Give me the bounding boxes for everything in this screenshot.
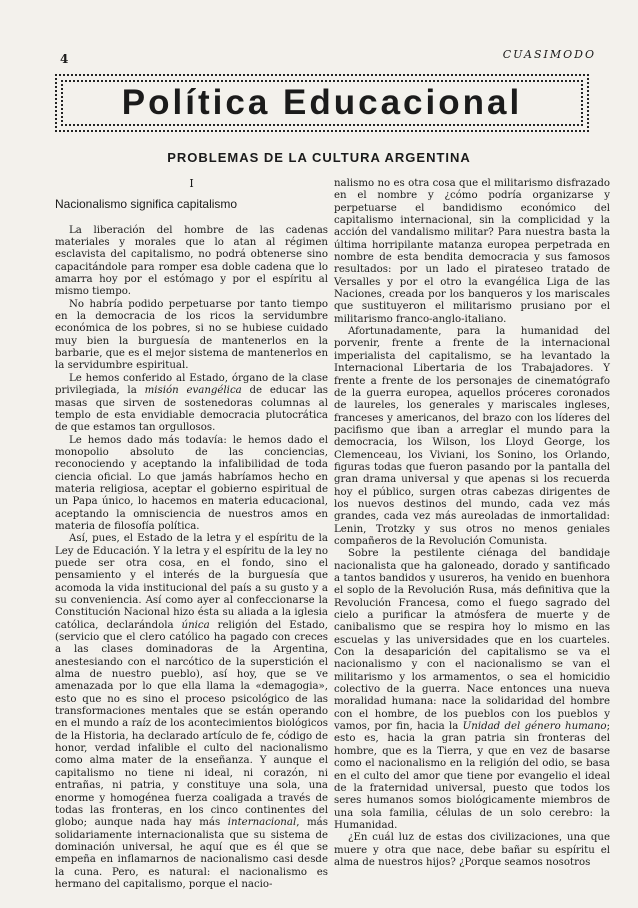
text-span: Sobre la pestilente ciénaga del bandidaje nacionalista que ha galoneado, dorado y santificado a tantos bandidos y usureros, ha venido en buenhora el soplo de la Revolución Rusa, más definitiva que la Revolución Francesa, como el fuego sagrado del cielo a purificar la atmósfera de muerte y de canibalismo que se respira hoy lo mismo en las escuelas y las universidades que en los cuarteles. Con la desaparición del capitalismo se va el nacionalismo y con el nacionalismo se van el militarismo y los armamentos, o sea el homicidio colectivo de la guerra. Nace entonces una nueva moralidad humana: nace la solidaridad del hombre con el hombre, de los pueblos con los pueblos y vamos, por fin, hacia la — [334, 548, 610, 733]
title-frame — [55, 74, 589, 132]
paragraph: Afortunadamente, para la humanidad del porvenir, frente a frente de la internacional imperialista del capitalismo, se ha levantado la Internacional Libertaria de los Trabajadores. Y frente a frente de los personajes de cinematógrafo de la guerra europea, aquellos próceres coronados de laureles, los generales y mariscales ingleses, franceses y americanos, del brazo con los líderes del pacifismo que iban a arreglar el mundo para la democracia, los Wilson, los Lloyd George, los Clemenceau, los Viviani, los Sonino, los Orlando, figuras todas que fueron pasando por la pantalla del gran drama universal y que apenas si los recuerda hoy el público, surgen otras cabezas dirigentes de los nuevos destinos del mundo, cada vez más grandes, cada vez más aureoladas de inmortalidad: Lenin, Trotzky y sus otros no menos geniales compañeros de la Revolución Comunista. — [334, 326, 610, 547]
paragraph — [55, 533, 328, 891]
paragraph: Le hemos dado más todavía: le hemos dado el monopolio absoluto de las conciencias, reconociendo y aceptando la infalibilidad de toda ciencia oficial. Lo que jamás habríamos hecho en materia religiosa, aceptar el gobierno espiritual de un Papa único, lo hacemos en materia educacional, aceptando la omnisciencia de nuestros amos en materia de filosofía política. — [55, 434, 328, 532]
paragraph: nalismo no es otra cosa que el militarismo disfrazado en el nombre y ¿cómo podría organizarse y perpetuarse el bandidismo económico del capitalismo internacional, sin la complicidad y la acción del vandalismo militar? Para nuestra basta la última horripilante matanza europea perpetrada en nombre de esta bendita democracia y sus famosos resultados: por un lado el pirateseo tratado de Versalles y por el otro la evangélica Liga de las Naciones, creada por los banqueros y los mariscales que sustituyeron el militarismo prusiano por el militarismo franco-anglo-italiano. — [334, 178, 610, 325]
text-span: de educar las masas que sirven de sostenedoras columnas al templo de esta envidiable democracia plutocrática de que estamos tan orgullosos. — [55, 385, 328, 434]
text-span: religión del Estado, (servicio que el clero católico ha pagado con creces a las clases dominadoras de la Argentina, anestesiando con el narcótico de la superstición el alma de nuestro pueblo), así hoy, que se ve amenazada por lo que ella llama la «demagogia», esto que no es sino el proceso psicológico de las transformaciones mentales que se están operando en el mundo a raíz de los acontecimientos biológicos de la Historia, ha declarado artículo de fe, código de honor, verdad infalible el culto del nacionalismo como alma mater de la enseñanza. Y aunque el capitalismo no tiene ni ideal, ni corazón, ni entrañas, ni patria, y constituye una sola, una enorme y homogénea fuerza coaligada a través de todas las fronteras, en los cinco continentes del globo; aunque nada hay más — [55, 619, 328, 829]
paragraph: ¿En cuál luz de estas dos civilizaciones, una que muere y otra que nace, debe bañar su espíritu el alma de nuestros hijos? ¿Porque seamos nosotros — [334, 832, 610, 868]
text-span: Así, pues, el Estado de la letra y el espíritu de la Ley de Educación. Y la letra y el espíritu de la ley no puede ser otra cosa, en el fondo, sino el pensamiento y el interés de la burguesía que acomoda la vida institucional del país a su gusto y a su conveniencia. Así como ayer al confeccionarse la Constitución Nacional hizo ésta su aliada a la iglesia católica, declarándola — [55, 533, 328, 631]
text-span: Le hemos conferido al Estado, órgano de la clase privilegiada, la — [55, 372, 328, 397]
emphasis: misión evangélica — [144, 385, 242, 397]
paragraph: No habría podido perpetuarse por tanto tiempo en la democracia de los ricos la servidumbre económica de los pobres, si no se hubiese cuidado muy bien la burguesía de mantenerlos en la barbarie, que es el mejor sistema de mantenerlos en la servidumbre espiritual. — [55, 298, 328, 372]
right-column — [334, 178, 610, 878]
text-span: ; esto es, hacia la gran patria sin fronteras del hombre, que es la Tierra, y que en vez de basarse como el nacionalismo en la religión del odio, se basa en el culto del amor que tiene por evangelio el ideal de la fraternidad universal, puesto que todos los seres humanos somos biológicamente miembros de una sola familia, células de un solo cerebro: la Humanidad. — [334, 721, 611, 831]
section-heading: Nacionalismo significa capitalismo — [55, 197, 238, 212]
section-number: I — [189, 177, 194, 190]
emphasis: internacional — [227, 817, 297, 829]
paragraph — [55, 373, 328, 435]
publication-name: CUASIMODO — [502, 48, 596, 61]
text-span: , más solidariamente internacionalista que su sistema de dominación universal, he aquí que es él que se empeña en inflamarnos de nacionalismo casi desde la cuna. Pero, es natural: el nacionalismo es hermano del capitalismo, porque el nacio- — [55, 817, 328, 890]
left-column — [55, 176, 328, 890]
page-title: Política Educacional — [121, 83, 523, 122]
page-number: 4 — [60, 52, 69, 66]
article-subtitle: PROBLEMAS DE LA CULTURA ARGENTINA — [167, 150, 471, 165]
emphasis: única — [181, 619, 210, 631]
emphasis: Unidad del género humano — [462, 721, 607, 733]
paragraph: La liberación del hombre de las cadenas materiales y morales que lo atan al régimen esclavista del capitalismo, no podrá obtenerse sino capacitándole para romper esa doble cadena que lo amarra hoy por el estómago y por el espíritu al mismo tiempo. — [55, 224, 328, 298]
paragraph — [334, 548, 610, 832]
